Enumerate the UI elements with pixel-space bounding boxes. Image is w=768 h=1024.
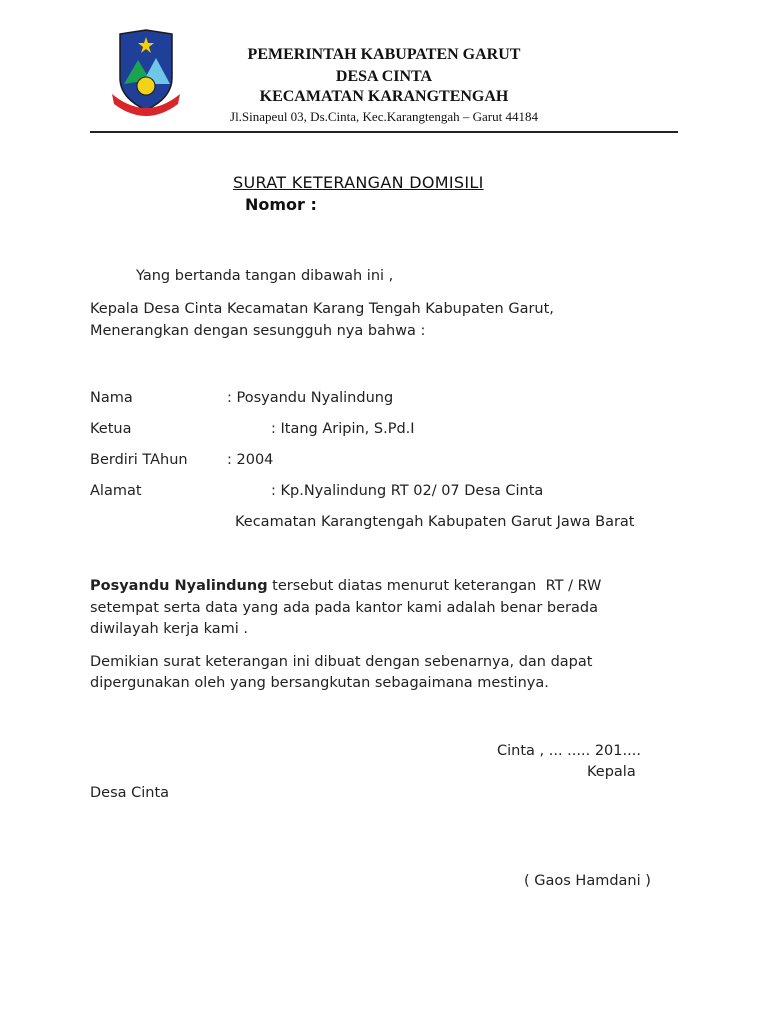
letterhead-line-3: KECAMATAN KARANGTENGAH — [259, 88, 509, 105]
letterhead-line-2: DESA CINTA — [335, 68, 433, 85]
document-title: SURAT KETERANGAN DOMISILI — [233, 173, 484, 192]
document-number-label: Nomor : — [245, 195, 317, 214]
paragraph-2-line-3: diwilayah kerja kami . — [90, 621, 248, 637]
field-value-alamat-continued: Kecamatan Karangtengah Kabupaten Garut Jawa Barat — [235, 514, 635, 530]
paragraph-2-line-1 — [90, 578, 601, 594]
field-value-nama: : Posyandu Nyalindung — [227, 390, 394, 406]
letterhead-divider — [90, 131, 678, 133]
paragraph-3-line-2: dipergunakan oleh yang bersangkutan sebagaimana mestinya. — [90, 675, 549, 691]
field-value-ketua: : Itang Aripin, S.Pd.I — [271, 421, 415, 437]
paragraph-1-line-2: Menerangkan dengan sesungguh nya bahwa : — [90, 323, 426, 339]
field-label-berdiri-tahun: Berdiri TAhun — [90, 452, 188, 468]
field-value-berdiri-tahun: : 2004 — [227, 452, 274, 468]
organization-name-bold: Posyandu Nyalindung — [90, 578, 268, 594]
field-label-nama: Nama — [90, 390, 133, 406]
field-value-alamat: : Kp.Nyalindung RT 02/ 07 Desa Cinta — [271, 483, 544, 499]
signature-position-continued: Desa Cinta — [90, 785, 170, 801]
paragraph-1-line-1: Kepala Desa Cinta Kecamatan Karang Tengah Kabupaten Garut, — [90, 301, 554, 317]
field-label-alamat: Alamat — [90, 483, 142, 499]
paragraph-2-line-2: setempat serta data yang ada pada kantor kami adalah benar berada — [90, 600, 598, 616]
field-label-ketua: Ketua — [90, 421, 132, 437]
signature-place-date: Cinta , ... ..... 201.... — [497, 743, 641, 759]
letterhead-address: Jl.Sinapeul 03, Ds.Cinta, Kec.Karangtengah – Garut 44184 — [230, 109, 538, 124]
paragraph-2-line-1-rest: tersebut diatas menurut keterangan RT / RW — [267, 578, 602, 594]
signatory-name: ( Gaos Hamdani ) — [524, 873, 651, 889]
signature-position: Kepala — [587, 764, 636, 780]
paragraph-3-line-1: Demikian surat keterangan ini dibuat dengan sebenarnya, dan dapat — [90, 654, 593, 670]
opening-line: Yang bertanda tangan dibawah ini , — [136, 268, 394, 284]
letterhead-line-1: PEMERINTAH KABUPATEN GARUT — [247, 46, 521, 63]
